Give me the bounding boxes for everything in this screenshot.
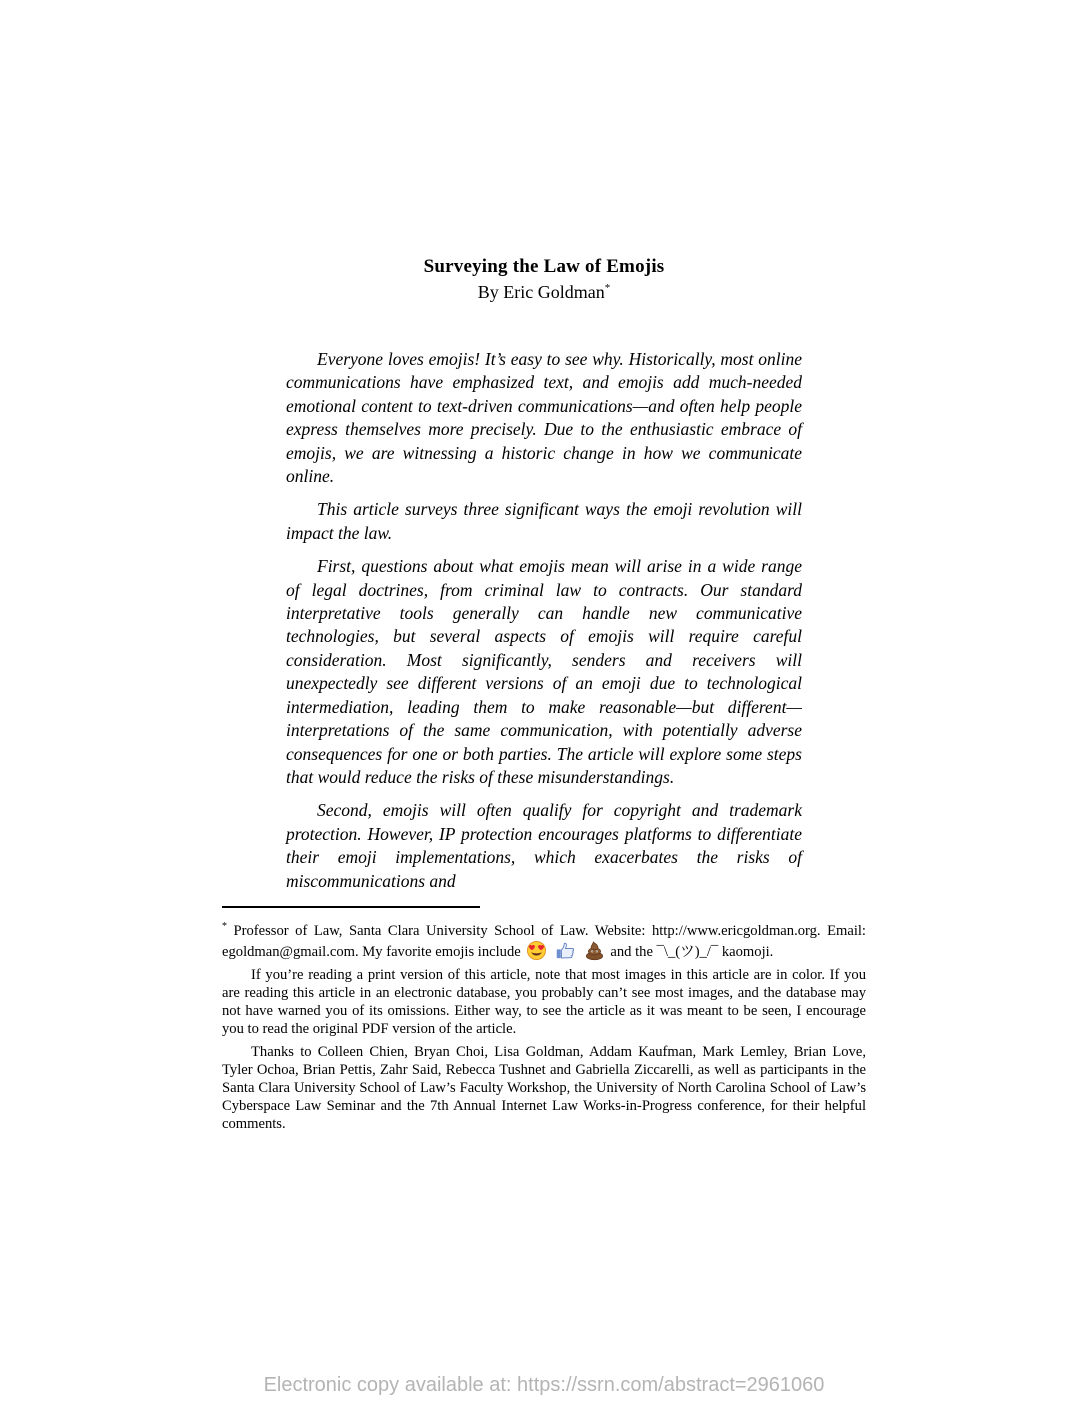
footnotes — [222, 906, 866, 1138]
footnote-separator-rule — [222, 906, 480, 908]
pile-of-poo-emoji-icon — [584, 940, 605, 961]
byline-footnote-marker: * — [604, 282, 611, 294]
footnote-marker: * — [222, 921, 227, 932]
thumbs-up-like-emoji-icon — [555, 940, 576, 961]
footnote-paragraph-3: Thanks to Colleen Chien, Bryan Choi, Lisa Goldman, Addam Kaufman, Mark Lemley, Brian Love, Tyler Ochoa, Brian Pettis, Zahr Said, Rebecca Tushnet and Gabriella Ziccarelli, as well as participants in the Santa Clara University School of Law’s Faculty Workshop, the University of North Carolina School of Law’s Cyberspace Law Seminar and the 7th Annual Internet Law Works-in-Progress conference, for their helpful comments. — [222, 1043, 866, 1132]
abstract-paragraph-2: This article surveys three significant ways the emoji revolution will impact the law. — [286, 499, 802, 543]
footnote-paragraph-1 — [222, 918, 866, 961]
footnote-text-before-emojis: Professor of Law, Santa Clara University School of Law. Website: http://www.ericgoldman.org. Email: egoldman@gmail.com. My favorite emojis include — [222, 922, 866, 960]
byline-text: By Eric Goldman — [477, 282, 605, 302]
ssrn-footer-stamp: Electronic copy available at: https://ssrn.com/abstract=2961060 — [263, 1374, 825, 1396]
abstract — [286, 348, 802, 893]
page-title: Surveying the Law of Emojis — [423, 256, 665, 277]
abstract-paragraph-3: First, questions about what emojis mean will arise in a wide range of legal doctrines, from criminal law to contracts. Our standard interpretative tools generally can handle new communicative technologies, but several aspects of emojis will require careful consideration. Most significantly, senders and receivers will unexpectedly see different versions of an emoji due to technological intermediation, leading them to make reasonable—but different—interpretations of the same communication, with potentially adverse consequences for one or both parties. The article will explore some steps that would reduce the risks of these misunderstandings. — [286, 556, 802, 787]
footnote-text-after-emojis: and the ¯\_(ツ)_/¯ kaomoji. — [610, 943, 774, 960]
abstract-paragraph-4: Second, emojis will often qualify for copyright and trademark protection. However, IP protection encourages platforms to differentiate their emoji implementations, which exacerbates the risks of miscommunications and — [286, 800, 802, 891]
heart-eyes-emoji-icon — [526, 940, 547, 961]
byline — [222, 282, 866, 303]
abstract-paragraph-1: Everyone loves emojis! It’s easy to see why. Historically, most online communications have emphasized text, and emojis add much-needed emotional content to text-driven communications—and often help people express themselves more precisely. Due to the enthusiastic embrace of emojis, we are witnessing a historic change in how we communicate online. — [286, 349, 802, 487]
article-body — [222, 256, 866, 903]
footnote-paragraph-2: If you’re reading a print version of this article, note that most images in this article are in color. If you are reading this article in an electronic database, you probably can’t see most images, and the database may not have warned you of its omissions. Either way, to see the article as it was meant to be seen, I encourage you to read the original PDF version of the article. — [222, 966, 866, 1037]
